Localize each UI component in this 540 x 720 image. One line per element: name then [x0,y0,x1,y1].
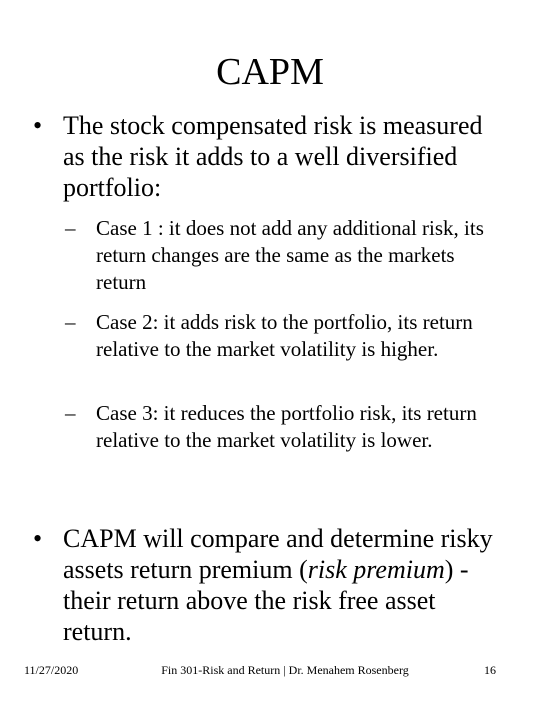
subitem-case-2-text: Case 2: it adds risk to the portfolio, its return relative to the market volatility is higher. [96,310,473,361]
footer-page-number: 16 [484,663,496,677]
subitem-case-1-text: Case 1 : it does not add any additional risk, its return changes are the same as the markets return [96,216,484,294]
bullet-2 [33,523,503,647]
risk-premium-emphasis: risk premium [307,555,445,584]
bullet-2-text [63,523,503,647]
dash-icon: – [65,216,76,240]
slide-title: CAPM [216,51,324,93]
bullet-2-text-before: CAPM will compare and determine risky assets return premium ( [63,524,493,584]
subitem-case-2 [65,309,495,363]
bullet-1-text: The stock compensated risk is measured as the risk it adds to a well diversified portfolio: [63,111,483,202]
subitem-case-3 [65,400,495,454]
dash-icon: – [65,310,76,334]
subitem-case-1 [65,215,495,296]
dash-icon: – [65,401,76,425]
bullet-dot-icon: • [33,111,43,140]
bullet-1 [33,110,503,203]
subitem-case-3-text: Case 3: it reduces the portfolio risk, its return relative to the market volatility is lower. [96,401,477,452]
footer-course: Fin 301-Risk and Return | Dr. Menahem Rosenberg [161,663,409,677]
bullet-2-text-after: ) - their return above the risk free asset return. [63,555,469,646]
bullet-dot-icon: • [33,524,43,553]
footer-date: 11/27/2020 [24,663,79,677]
